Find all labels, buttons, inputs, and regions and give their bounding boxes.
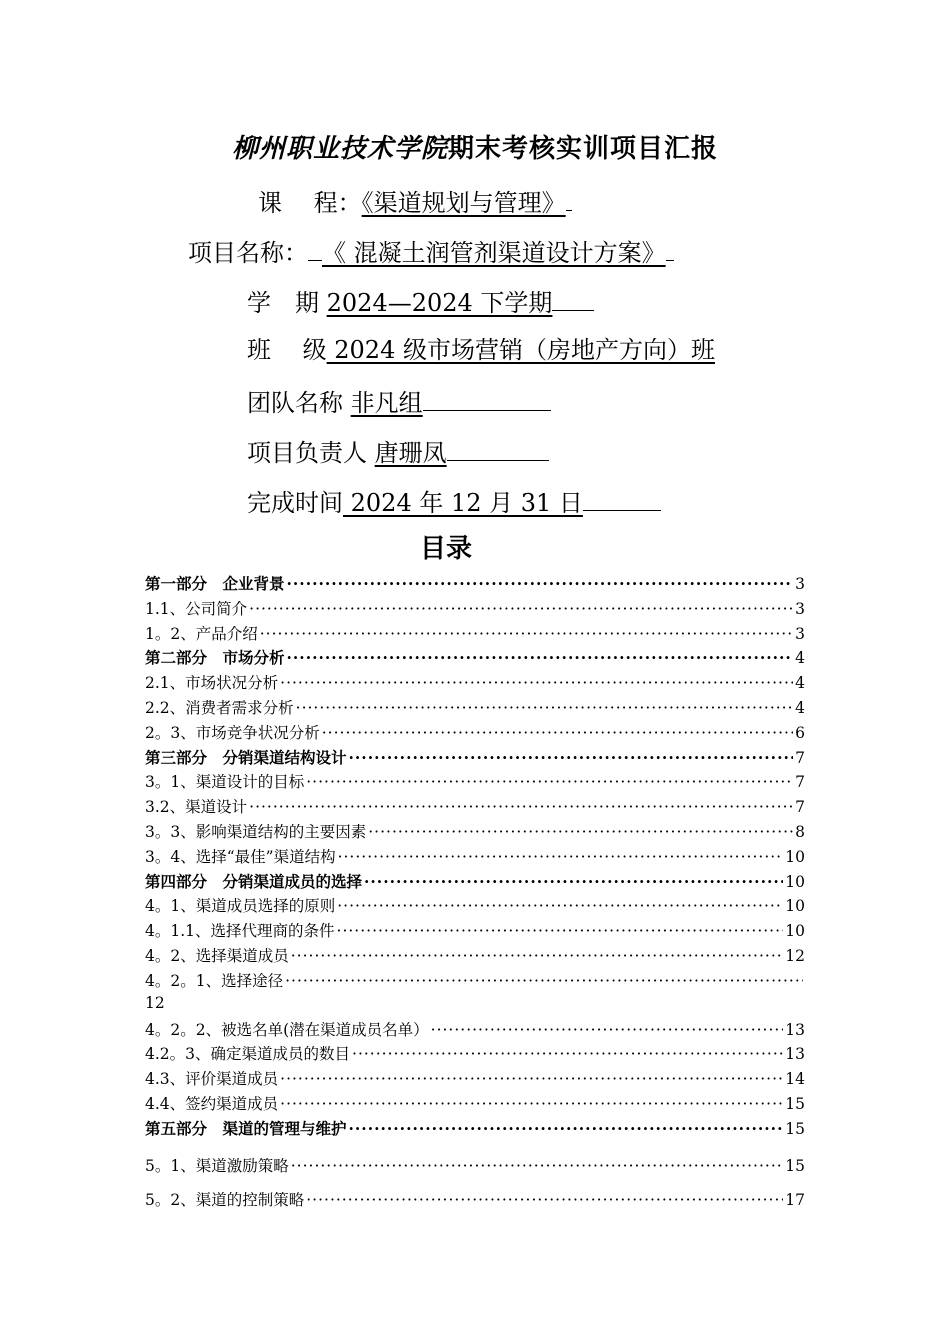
toc-leader-dots <box>431 1021 784 1039</box>
completion-time-field <box>247 483 661 520</box>
term-value: 2024—2024 下学期 <box>326 289 553 317</box>
toc-page-number: 14 <box>785 1070 805 1089</box>
toc-leader-dots <box>287 648 794 667</box>
toc-page-number: 10 <box>785 922 805 941</box>
toc-section-entry[interactable] <box>145 646 805 671</box>
toc-entry[interactable] <box>145 770 805 795</box>
toc-leader-dots <box>280 674 793 692</box>
toc-page-number: 13 <box>785 1045 805 1064</box>
toc-page-number: 6 <box>795 723 805 742</box>
course-label: 课 程： <box>258 189 362 217</box>
toc-entry-label: 1.1、公司简介 <box>145 599 248 618</box>
toc-entry-label: 4。2。2、被选名单(潜在渠道成员名单） <box>145 1020 429 1039</box>
toc-entry[interactable] <box>145 1092 805 1117</box>
toc-page-number: 15 <box>785 1094 805 1113</box>
toc-entry-label: 3。4、选择“最佳”渠道结构 <box>145 847 336 866</box>
toc-leader-dots <box>368 823 793 841</box>
toc-entry-label: 5。2、渠道的控制策略 <box>145 1191 305 1210</box>
toc-entry[interactable] <box>145 820 805 845</box>
toc-leader-dots <box>291 1157 784 1175</box>
toc-entry-label: 1。2、产品介绍 <box>145 624 258 643</box>
toc-leader-dots <box>296 699 793 717</box>
project-name-field <box>188 233 674 270</box>
toc-entry[interactable] <box>145 1188 805 1213</box>
team-label: 团队名称 <box>247 389 351 417</box>
team-value: 非凡组 <box>350 389 423 417</box>
toc-page-number: 15 <box>785 1119 805 1138</box>
toc-entry[interactable] <box>145 919 805 944</box>
toc-entry-label: 4.4、签约渠道成员 <box>145 1094 279 1113</box>
toc-leader-dots <box>352 1045 783 1063</box>
toc-entry-label: 4。2。1、选择途径 <box>145 971 284 990</box>
completion-time-label: 完成时间 <box>247 489 343 517</box>
toc-section-entry[interactable] <box>145 572 805 597</box>
completion-time-value: 2024 年 12 月 31 日 <box>343 489 583 517</box>
toc-leader-dots <box>338 848 784 866</box>
toc-leader-dots <box>337 897 783 915</box>
toc-entry-label: 4.3、评价渠道成员 <box>145 1070 279 1089</box>
class-label: 班 级 <box>247 336 327 364</box>
toc-entry[interactable] <box>145 845 805 870</box>
toc-entry-label: 4。1、渠道成员选择的原则 <box>145 897 336 916</box>
toc-page-number: 4 <box>795 674 805 693</box>
toc-entry[interactable] <box>145 597 805 622</box>
toc-entry-label: 2。3、市场竞争状况分析 <box>145 723 320 742</box>
toc-entry[interactable] <box>145 1067 805 1092</box>
toc-entry-label: 4.2。3、确定渠道成员的数目 <box>145 1045 351 1064</box>
toc-entry-label: 第二部分 市场分析 <box>145 648 285 668</box>
toc-entry[interactable] <box>145 1018 805 1043</box>
toc-page-number: 15 <box>785 1156 805 1175</box>
course-value: 《渠道规划与管理》 <box>361 189 566 217</box>
toc-entry[interactable] <box>145 1154 805 1179</box>
class-value: 2024 级市场营销（房地产方向）班 <box>326 336 715 364</box>
toc-wrapped-page-number: 12 <box>145 993 165 1012</box>
toc-page-number: 10 <box>785 897 805 916</box>
toc-section-entry[interactable] <box>145 870 805 895</box>
toc-page-number: 12 <box>785 946 805 965</box>
toc-entry-label: 第一部分 企业背景 <box>145 574 285 593</box>
toc-entry-label: 2.2、消费者需求分析 <box>145 698 294 717</box>
report-title-text: 期末考核实训项目汇报 <box>448 134 719 164</box>
toc-section-entry[interactable] <box>145 1117 805 1142</box>
toc-entry-label: 4。1.1、选择代理商的条件 <box>145 922 335 941</box>
institution-name: 柳州职业技术学院 <box>231 134 448 164</box>
toc-leader-dots <box>287 574 794 593</box>
toc-page-number: 10 <box>785 872 805 891</box>
toc-page-number: 8 <box>795 822 805 841</box>
class-field <box>247 333 715 367</box>
leader-value: 唐珊凤 <box>374 439 447 467</box>
toc-entry-label: 5。1、渠道激励策略 <box>145 1156 289 1175</box>
course-field <box>258 183 572 220</box>
toc-entry[interactable] <box>145 894 805 919</box>
report-title <box>0 128 950 165</box>
toc-entry-label: 2.1、市场状况分析 <box>145 674 279 693</box>
toc-page-number: 7 <box>795 748 805 767</box>
toc-entry-label: 第三部分 分销渠道结构设计 <box>145 747 347 767</box>
toc-page-number: 3 <box>795 599 805 618</box>
toc-entry[interactable] <box>145 1042 805 1067</box>
toc-entry-label: 3.2、渠道设计 <box>145 798 248 817</box>
toc-page-number: 3 <box>795 575 805 593</box>
toc-page-number: 10 <box>785 847 805 866</box>
toc-leader-dots <box>249 798 793 816</box>
toc-page-number: 4 <box>795 649 805 668</box>
toc-entry[interactable] <box>145 622 805 647</box>
toc-entry-label: 4。2、选择渠道成员 <box>145 946 289 965</box>
toc-leader-dots <box>306 1191 783 1209</box>
toc-leader-dots <box>260 625 793 643</box>
toc-leader-dots <box>285 972 803 990</box>
toc-entry[interactable] <box>145 944 805 969</box>
toc-page-number: 13 <box>785 1020 805 1039</box>
project-name-label: 项目名称： <box>188 239 308 267</box>
toc-entry[interactable] <box>145 969 805 994</box>
toc-leader-dots <box>337 922 784 940</box>
toc-entry[interactable] <box>145 696 805 721</box>
toc-entry[interactable] <box>145 721 805 746</box>
toc-entry-label: 第五部分 渠道的管理与维护 <box>145 1118 347 1138</box>
term-label: 学 期 <box>247 289 327 317</box>
toc-leader-dots <box>364 872 783 891</box>
toc-leader-dots <box>322 724 793 742</box>
toc-leader-dots <box>306 773 793 791</box>
leader-label: 项目负责人 <box>247 439 375 467</box>
table-of-contents <box>145 572 805 1213</box>
toc-leader-dots <box>280 1070 783 1088</box>
toc-entry-label: 3。3、影响渠道结构的主要因素 <box>145 822 367 841</box>
toc-entry-label: 3。1、渠道设计的目标 <box>145 773 305 792</box>
toc-leader-dots <box>349 748 794 767</box>
toc-page-number: 4 <box>795 698 805 717</box>
toc-section-entry[interactable] <box>145 746 805 771</box>
project-name-value: 《 混凝土润管剂渠道设计方案》 <box>322 239 666 267</box>
toc-leader-dots <box>349 1119 784 1138</box>
toc-entry[interactable] <box>145 671 805 696</box>
toc-entry-label: 第四部分 分销渠道成员的选择 <box>145 871 363 891</box>
toc-page-number: 17 <box>785 1191 805 1210</box>
toc-page-number: 7 <box>795 798 805 817</box>
toc-title: 目录 <box>419 534 472 564</box>
term-field <box>247 283 594 320</box>
toc-page-number: 3 <box>795 624 805 643</box>
toc-leader-dots <box>280 1095 783 1113</box>
toc-leader-dots <box>291 947 784 965</box>
leader-field <box>247 433 549 470</box>
toc-leader-dots <box>249 600 793 618</box>
toc-page-number: 7 <box>795 773 805 792</box>
toc-entry[interactable] <box>145 795 805 820</box>
team-field <box>247 383 551 420</box>
